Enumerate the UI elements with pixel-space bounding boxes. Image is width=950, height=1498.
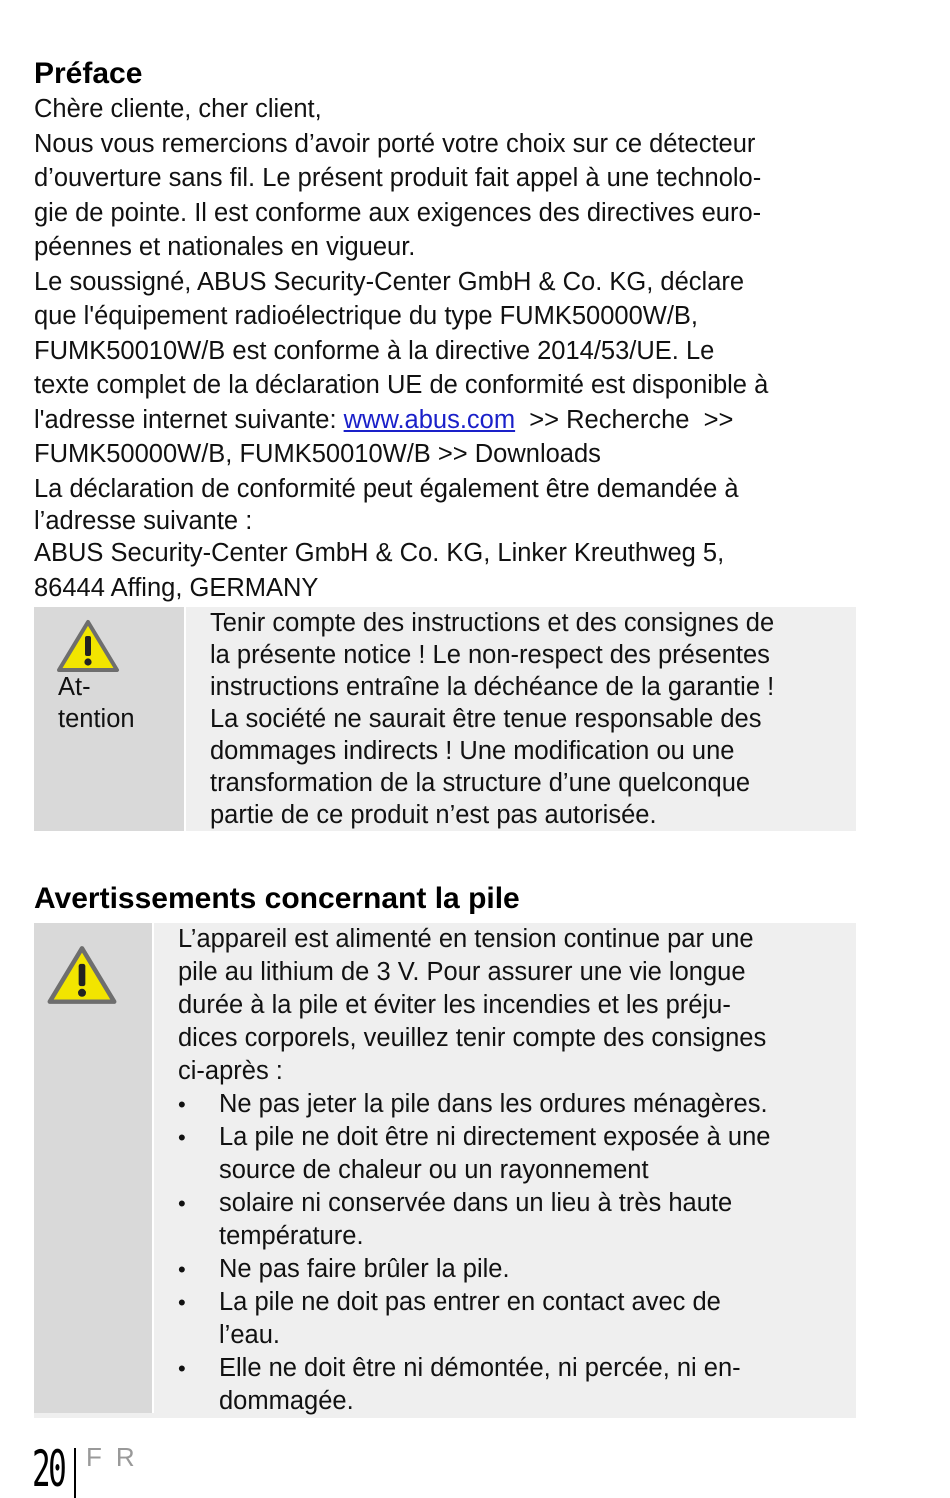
preface-line: Le soussigné, ABUS Security-Center GmbH & Co. KG, déclare xyxy=(34,267,745,296)
footer-divider xyxy=(74,1448,76,1498)
warning-triangle-icon xyxy=(56,619,120,673)
bullet-line: • Ne pas jeter la pile dans les ordures ménagères. xyxy=(219,1090,768,1118)
attention-icon-column xyxy=(34,607,186,831)
preface-title: Préface xyxy=(34,57,143,90)
abus-website-link[interactable]: www.abus.com xyxy=(343,405,516,434)
address-line xyxy=(34,403,856,438)
bullet-line: • La pile ne doit pas entrer en contact avec de xyxy=(219,1288,721,1316)
attention-line: la présente notice ! Le non-respect des présentes xyxy=(210,641,770,669)
list-item xyxy=(178,1088,856,1121)
preface-line: d’ouverture sans fil. Le présent produit fait appel à une technolo- xyxy=(34,164,762,192)
attention-label-line: tention xyxy=(58,705,135,733)
preface-line: péennes et nationales en vigueur. xyxy=(34,233,416,261)
bullet-line: • La pile ne doit être ni directement exposée à une xyxy=(219,1123,771,1151)
bullet-line: • solaire ni conservée dans un lieu à très haute xyxy=(219,1189,733,1217)
battery-text xyxy=(154,923,856,1418)
preface-body xyxy=(34,92,856,605)
battery-intro-line: durée à la pile et éviter les incendies et les préju- xyxy=(178,991,731,1019)
preface-line: FUMK50000W/B, FUMK50010W/B >> Downloads xyxy=(34,440,601,468)
preface-line: 86444 Affing, GERMANY xyxy=(34,573,319,602)
battery-icon-column xyxy=(34,923,154,1413)
attention-label xyxy=(58,671,135,735)
address-suffix: >> Recherche >> xyxy=(515,405,734,434)
page-footer xyxy=(32,1440,232,1498)
address-prefix: l'adresse internet suivante: xyxy=(34,405,344,434)
bullet-line: source de chaleur ou un rayonnement xyxy=(219,1156,649,1184)
attention-line: partie de ce produit n’est pas autorisée. xyxy=(210,801,657,829)
attention-line: transformation de la structure d’une quelconque xyxy=(210,769,751,797)
attention-line: La société ne saurait être tenue responsable des xyxy=(210,705,762,733)
attention-box xyxy=(34,607,856,831)
attention-label-line: At- xyxy=(58,673,91,701)
battery-intro-line: L’appareil est alimenté en tension continue par une xyxy=(178,925,754,953)
preface-line: FUMK50010W/B est conforme à la directive 2014/53/UE. Le xyxy=(34,336,715,365)
battery-intro-line: ci-après : xyxy=(178,1057,283,1085)
preface-line: Nous vous remercions d’avoir porté votre choix sur ce détecteur xyxy=(34,129,756,158)
battery-intro-line: pile au lithium de 3 V. Pour assurer une vie longue xyxy=(178,958,746,986)
list-item xyxy=(178,1286,856,1352)
attention-line: Tenir compte des instructions et des consignes de xyxy=(210,609,775,637)
preface-line: La déclaration de conformité peut également être demandée à xyxy=(34,474,739,503)
attention-line: instructions entraîne la déchéance de la garantie ! xyxy=(210,673,775,701)
preface-line: gie de pointe. Il est conforme aux exigences des directives euro- xyxy=(34,198,762,227)
preface-line: Chère cliente, cher client, xyxy=(34,95,322,123)
battery-section-title: Avertissements concernant la pile xyxy=(34,882,520,915)
preface-line: l’adresse suivante : xyxy=(34,507,253,535)
bullet-line: l’eau. xyxy=(219,1321,280,1349)
attention-text xyxy=(186,607,856,831)
bullet-line: • Ne pas faire brûler la pile. xyxy=(219,1255,510,1283)
list-item xyxy=(178,1121,856,1187)
list-item xyxy=(178,1352,856,1418)
battery-bullet-list xyxy=(178,1088,856,1418)
list-item xyxy=(178,1187,856,1253)
preface-line: ABUS Security-Center GmbH & Co. KG, Linker Kreuthweg 5, xyxy=(34,539,725,567)
language-code: FR xyxy=(86,1442,149,1472)
battery-intro-line: dices corporels, veuillez tenir compte des consignes xyxy=(178,1024,767,1052)
page-number: 20 xyxy=(32,1440,65,1498)
document-page xyxy=(34,56,856,1418)
attention-line: dommages indirects ! Une modification ou une xyxy=(210,737,735,765)
warning-triangle-icon xyxy=(46,945,118,1005)
preface-line: texte complet de la déclaration UE de conformité est disponible à xyxy=(34,371,769,399)
preface-line: que l'équipement radioélectrique du type FUMK50000W/B, xyxy=(34,302,698,330)
list-item xyxy=(178,1253,856,1286)
battery-warning-box xyxy=(34,923,856,1418)
bullet-line: • Elle ne doit être ni démontée, ni percée, ni en- xyxy=(219,1354,741,1382)
bullet-line: dommagée. xyxy=(219,1387,354,1415)
bullet-line: température. xyxy=(219,1222,364,1250)
